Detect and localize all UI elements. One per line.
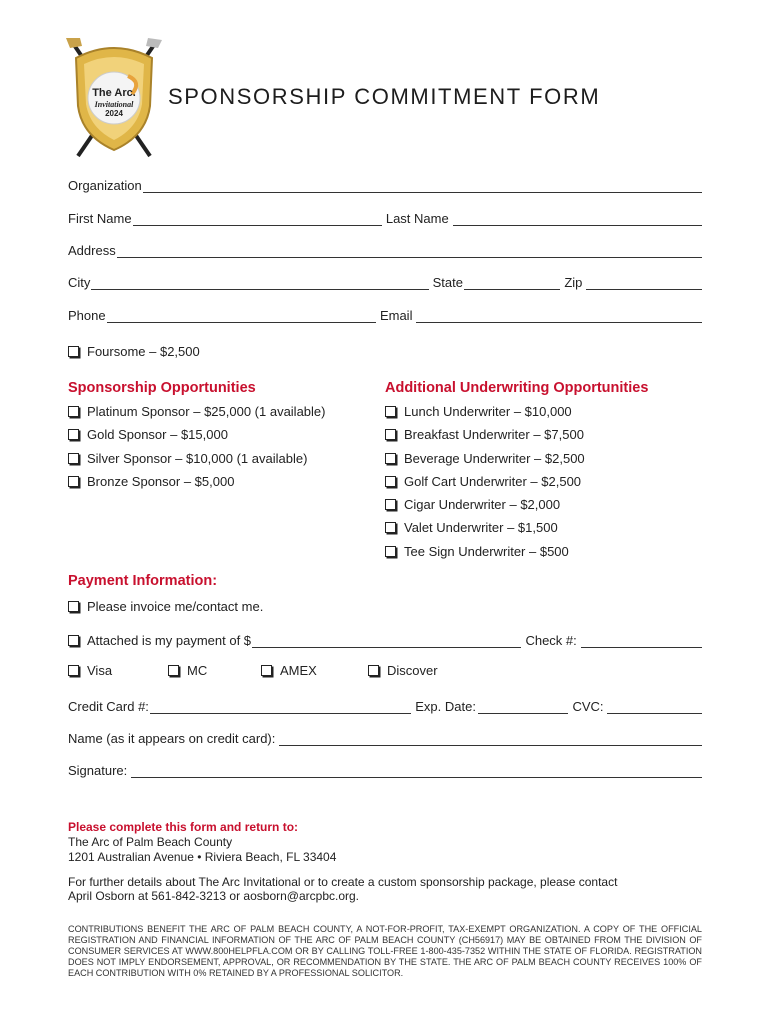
checkbox-icon[interactable] [68, 601, 79, 612]
checkbox-icon[interactable] [385, 429, 396, 440]
option-label: Bronze Sponsor – $5,000 [87, 474, 235, 489]
option-label: Beverage Underwriter – $2,500 [404, 451, 585, 466]
sponsorship-option-bronze[interactable] [68, 474, 234, 489]
phone-row [68, 305, 702, 323]
disclaimer: CONTRIBUTIONS BENEFIT THE ARC OF PALM BEACH COUNTY, A NOT-FOR-PROFIT, TAX-EXEMPT ORGANIZATION. A COPY OF THE OFFICIAL REGISTRATION AND FINANCIAL INFORMATION OF THE ARC OF PALM BEACH COUNTY (CH56917) MAY BE OBTAINED FROM THE DIVISION OF CONSUMER SERVICES AT WWW.800HELPFLA.COM OR BY CALLING TOLL-FREE 1-800-435-7352 WITHIN THE STATE OF FLORIDA. REGISTRATION DOES NOT IMPLY ENDORSEMENT, APPROVAL, OR RECOMMENDATION BY THE STATE. THE ARC OF PALM BEACH COUNTY RECEIVES 100% OF EACH CONTRIBUTION WITH 0% RETAINED BY A PROFESSIONAL SOLICITOR. [68, 924, 702, 978]
checkbox-icon[interactable] [68, 665, 79, 676]
email-field[interactable] [416, 309, 702, 323]
checkbox-icon[interactable] [385, 499, 396, 510]
signature-row [68, 760, 702, 778]
name-row [68, 208, 702, 226]
card-label: Visa [87, 663, 113, 678]
foursome-option[interactable] [68, 344, 200, 359]
arc-invitational-logo [62, 36, 166, 162]
invoice-label: Please invoice me/contact me. [87, 599, 264, 614]
attached-label: Attached is my payment of $ [87, 633, 252, 648]
phone-field[interactable] [107, 309, 376, 323]
underwriting-heading: Additional Underwriting Opportunities [385, 380, 649, 396]
underwriting-option-tee-sign[interactable] [385, 544, 569, 559]
city-label: City [68, 275, 91, 290]
checkbox-icon[interactable] [168, 665, 179, 676]
card-option-visa[interactable] [68, 663, 112, 678]
zip-field[interactable] [586, 276, 702, 290]
zip-label: Zip [564, 275, 583, 290]
name-on-card-field[interactable] [279, 732, 702, 746]
option-label: Golf Cart Underwriter – $2,500 [404, 474, 582, 489]
first-name-label: First Name [68, 211, 132, 226]
check-number-field[interactable] [581, 634, 702, 648]
state-field[interactable] [464, 276, 560, 290]
signature-label: Signature: [68, 763, 128, 778]
name-on-card-row [68, 728, 702, 746]
underwriting-option-beverage[interactable] [385, 451, 585, 466]
card-option-mc[interactable] [168, 663, 207, 678]
checkbox-icon[interactable] [385, 546, 396, 557]
checkbox-icon[interactable] [68, 635, 79, 646]
details-line1: For further details about The Arc Invitational or to create a custom sponsorship package, please contact [68, 875, 618, 889]
last-name-label: Last Name [385, 211, 449, 226]
option-label: Tee Sign Underwriter – $500 [404, 544, 569, 559]
card-option-amex[interactable] [261, 663, 317, 678]
address-row [68, 240, 702, 258]
option-label: Valet Underwriter – $1,500 [404, 520, 558, 535]
sponsorship-option-platinum[interactable] [68, 404, 325, 419]
return-org: The Arc of Palm Beach County [68, 835, 233, 849]
option-label: Breakfast Underwriter – $7,500 [404, 427, 584, 442]
checkbox-icon[interactable] [261, 665, 272, 676]
exp-date-label: Exp. Date: [415, 699, 476, 714]
option-label: Cigar Underwriter – $2,000 [404, 497, 561, 512]
checkbox-icon[interactable] [385, 476, 396, 487]
invoice-option[interactable] [68, 599, 263, 614]
cvc-label: CVC: [572, 699, 604, 714]
credit-card-row [68, 696, 702, 714]
credit-card-field[interactable] [150, 700, 411, 714]
exp-date-field[interactable] [478, 700, 568, 714]
checkbox-icon[interactable] [385, 522, 396, 533]
sponsorship-option-silver[interactable] [68, 451, 307, 466]
first-name-field[interactable] [133, 212, 382, 226]
checkbox-icon[interactable] [385, 453, 396, 464]
phone-label: Phone [68, 308, 106, 323]
email-label: Email [379, 308, 413, 323]
underwriting-option-lunch[interactable] [385, 404, 572, 419]
name-on-card-label: Name (as it appears on credit card): [68, 731, 276, 746]
sponsorship-option-gold[interactable] [68, 427, 228, 442]
card-option-discover[interactable] [368, 663, 438, 678]
organization-label: Organization [68, 178, 142, 193]
underwriting-option-valet[interactable] [385, 520, 558, 535]
checkbox-icon[interactable] [68, 476, 79, 487]
underwriting-option-breakfast[interactable] [385, 427, 584, 442]
option-label: Gold Sponsor – $15,000 [87, 427, 228, 442]
checkbox-icon[interactable] [368, 665, 379, 676]
card-label: Discover [387, 663, 438, 678]
credit-card-label: Credit Card #: [68, 699, 149, 714]
underwriting-option-golf-cart[interactable] [385, 474, 581, 489]
checkbox-icon[interactable] [68, 453, 79, 464]
city-field[interactable] [91, 276, 428, 290]
state-label: State [432, 275, 463, 290]
city-row [68, 272, 702, 290]
check-label: Check #: [525, 633, 577, 648]
underwriting-option-cigar[interactable] [385, 497, 560, 512]
checkbox-icon[interactable] [68, 429, 79, 440]
logo-line2: Invitational [94, 100, 134, 109]
option-label: Silver Sponsor – $10,000 (1 available) [87, 451, 308, 466]
signature-field[interactable] [131, 764, 702, 778]
organization-field[interactable] [143, 179, 702, 193]
form-title: SPONSORSHIP COMMITMENT FORM [168, 84, 601, 109]
checkbox-icon[interactable] [68, 346, 79, 357]
address-field[interactable] [117, 244, 702, 258]
checkbox-icon[interactable] [68, 406, 79, 417]
payment-amount-field[interactable] [252, 634, 521, 648]
address-label: Address [68, 243, 116, 258]
checkbox-icon[interactable] [385, 406, 396, 417]
details-line2: April Osborn at 561-842-3213 or aosborn@arcpbc.org. [68, 889, 360, 903]
sponsorship-heading: Sponsorship Opportunities [68, 380, 256, 396]
return-heading: Please complete this form and return to: [68, 820, 299, 834]
last-name-field[interactable] [453, 212, 702, 226]
card-label: MC [187, 663, 208, 678]
payment-heading: Payment Information: [68, 573, 218, 589]
foursome-label: Foursome – $2,500 [87, 344, 200, 359]
organization-row [68, 175, 702, 193]
option-label: Lunch Underwriter – $10,000 [404, 404, 572, 419]
cvc-field[interactable] [607, 700, 703, 714]
logo-line1: The Arc. [92, 87, 136, 99]
card-label: AMEX [280, 663, 317, 678]
return-address: 1201 Australian Avenue • Riviera Beach, FL 33404 [68, 850, 337, 864]
logo-line3: 2024 [105, 109, 123, 118]
payment-amount-row [68, 630, 702, 648]
option-label: Platinum Sponsor – $25,000 (1 available) [87, 404, 326, 419]
